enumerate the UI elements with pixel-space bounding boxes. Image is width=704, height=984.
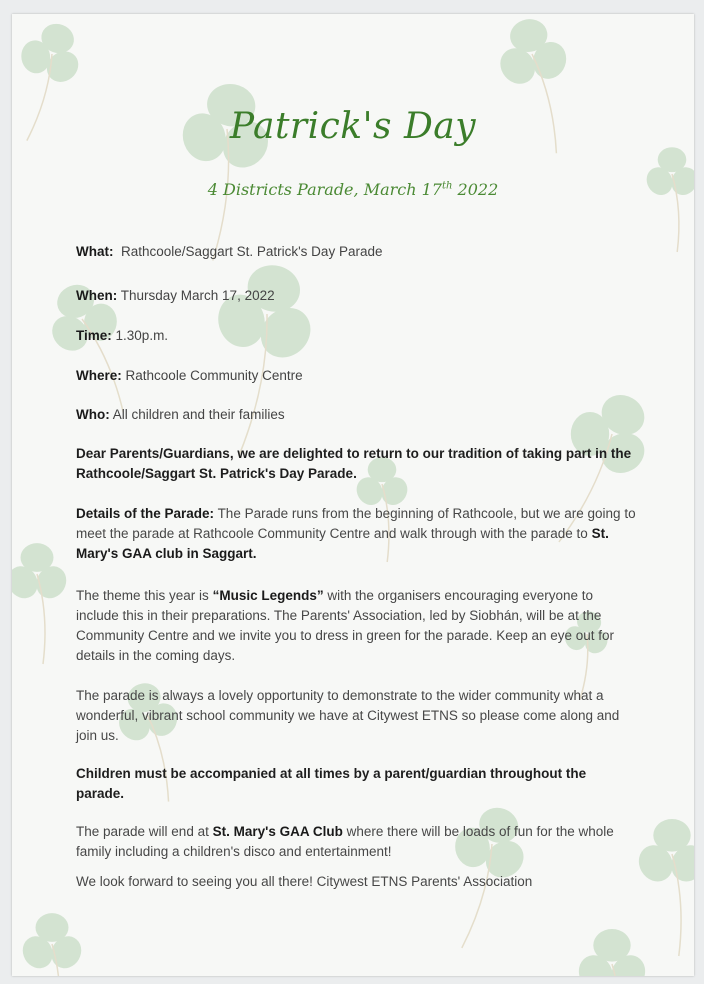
what-line — [76, 242, 636, 262]
time-label: Time: — [76, 328, 112, 343]
flyer-page — [12, 14, 694, 976]
where-label: Where: — [76, 368, 122, 383]
intro-paragraph: Dear Parents/Guardians, we are delighted to return to our tradition of taking part in the Rathcoole/Saggart St. Patrick's Day Parade. — [76, 446, 632, 481]
details-paragraph — [76, 504, 636, 564]
theme-bold: “Music Legends” — [212, 588, 324, 603]
who-line — [76, 405, 636, 425]
what-label: What: — [76, 244, 114, 259]
flyer-content — [12, 14, 694, 976]
theme-post: with the organisers encouraging everyone to include this in their preparations. The Parents' Association, led by Siobhán, will be at the Community Centre and we invite you to dress in green for the parade. Keep an eye out for details in the coming days. — [76, 588, 615, 663]
closing-paragraph: We look forward to seeing you all there! Citywest ETNS Parents' Association — [76, 874, 533, 889]
where-line — [76, 366, 636, 386]
who-label: Who: — [76, 407, 110, 422]
details-text: The Parade runs from the beginning of Rathcoole, but we are going to meet the parade at Rathcoole Community Centre and walk through with the parade to — [76, 506, 636, 541]
flyer-title: Patrick's Day — [229, 106, 477, 147]
time-value: 1.30p.m. — [115, 328, 169, 343]
subtitle-sup: th — [441, 180, 453, 192]
when-line — [76, 286, 636, 306]
where-value: Rathcoole Community Centre — [125, 368, 303, 383]
time-line — [76, 326, 636, 346]
details-bold: St. Mary's GAA club in Saggart. — [76, 526, 609, 561]
community-paragraph: The parade is always a lovely opportunity to demonstrate to the wider community what a wonderful, vibrant school community we have at Citywest ETNS so please come along and join us. — [76, 688, 620, 743]
subtitle-year: 2022 — [452, 180, 499, 199]
when-label: When: — [76, 288, 118, 303]
flyer-subtitle — [12, 180, 694, 199]
when-value: Thursday March 17, 2022 — [120, 288, 275, 303]
end-pre: The parade will end at — [76, 824, 209, 839]
end-paragraph — [76, 822, 636, 862]
details-label: Details of the Parade: — [76, 506, 215, 521]
theme-pre: The theme this year is — [76, 588, 209, 603]
theme-paragraph — [76, 586, 636, 666]
subtitle-main: 4 Districts Parade, March 17 — [207, 180, 442, 199]
what-value: Rathcoole/Saggart St. Patrick's Day Parade — [121, 244, 383, 259]
end-bold: St. Mary's GAA Club — [212, 824, 343, 839]
accompanied-paragraph: Children must be accompanied at all times by a parent/guardian throughout the parade. — [76, 766, 587, 801]
who-value: All children and their families — [112, 407, 285, 422]
end-post: where there will be loads of fun for the whole family including a children's disco and entertainment! — [76, 824, 614, 859]
